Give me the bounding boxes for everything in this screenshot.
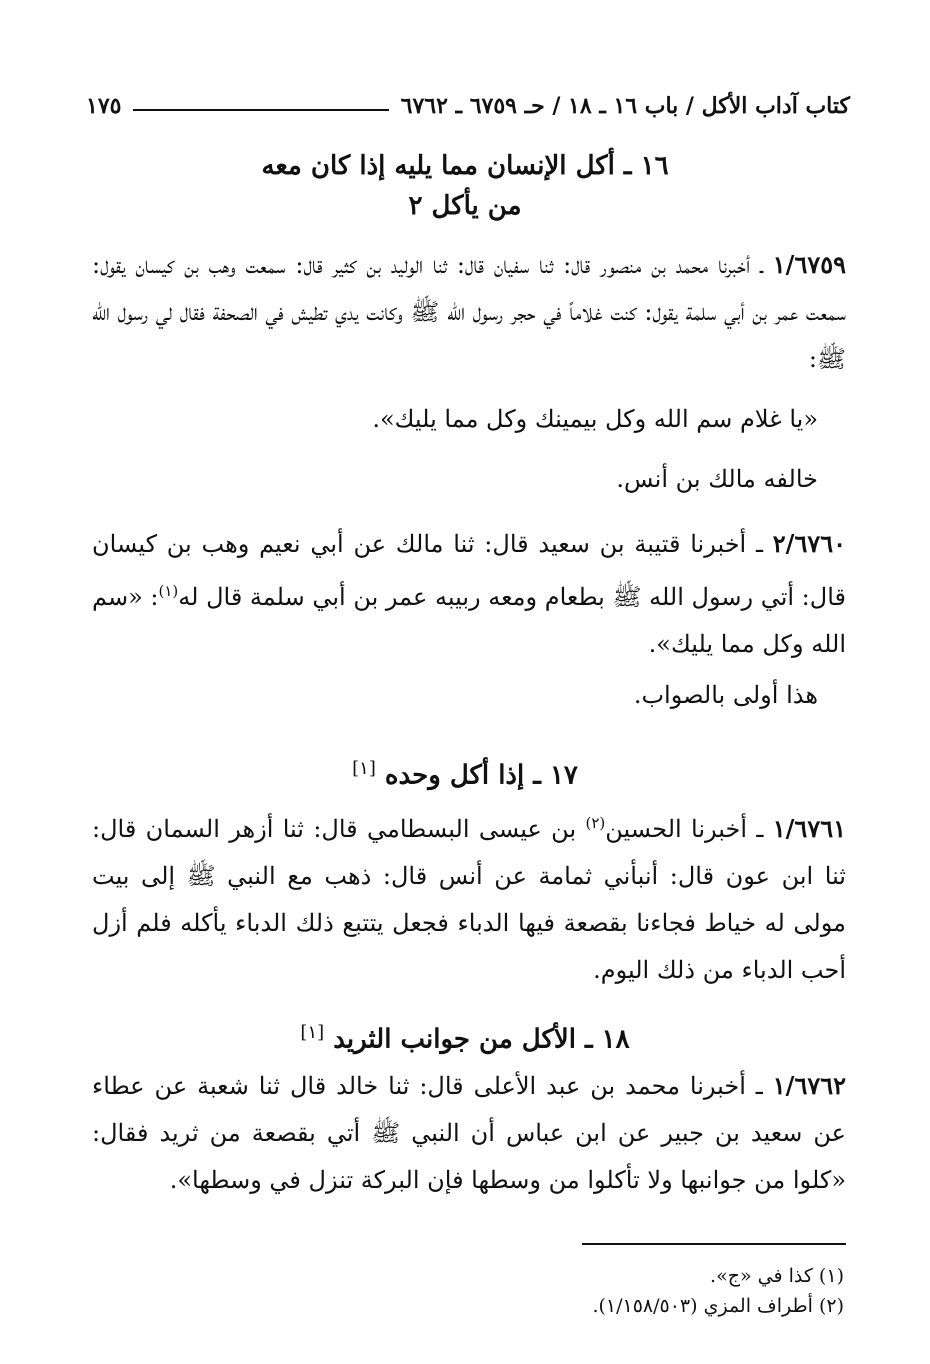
hadith-text-part2: : «سم الله وكل مما يليك».	[92, 583, 846, 658]
hadith-text-part1: ـ أخبرنا الحسين	[605, 815, 764, 843]
heading-reference: [١]	[300, 1022, 325, 1043]
section-heading-18	[90, 1013, 840, 1060]
hadith-note: هذا أولى بالصواب.	[633, 681, 818, 709]
heading-reference: [١]	[352, 758, 376, 779]
hadith-text-part1: ـ أخبرنا قتيبة بن سعيد قال: ثنا مالك عن أبي نعيم وهب بن كيسان قال: أتي رسول الله ﷺ بطعام ومعه ربيبه عمر بن أبي سلمة قال له	[92, 530, 846, 611]
footnote-rule	[582, 1243, 846, 1245]
hadith-number: ١/٦٧٥٩	[772, 250, 846, 279]
page-number: ١٧٥	[86, 93, 122, 119]
hadith-number: ١/٦٧٦١	[772, 814, 846, 843]
hadith-6759	[92, 241, 846, 383]
section-heading-text: ١٧ ـ إذا أكل وحده	[384, 760, 578, 791]
section-heading-17	[90, 749, 840, 796]
hadith-quote: «يا غلام سم الله وكل بيمينك وكل مما يليك».	[372, 405, 818, 433]
hadith-number: ١/٦٧٦٢	[772, 1071, 846, 1100]
section-heading-16	[90, 146, 840, 226]
hadith-text: ـ أخبرنا محمد بن عبد الأعلى قال: ثنا خالد قال ثنا شعبة عن عطاء عن سعيد بن جبير عن ابن عباس أن النبي ﷺ أتي بقصعة من ثريد فقال: «كلوا من جوانبها ولا تأكلوا من وسطها فإن البركة تنزل في وسطها».	[92, 1072, 846, 1194]
hadith-6760	[92, 520, 846, 668]
footnote-reference: (١)	[158, 582, 179, 600]
footnote-reference: (٢)	[585, 814, 606, 832]
running-head	[86, 86, 850, 126]
section-heading-16-line2: من يأكل ٢	[408, 191, 522, 221]
hadith-note: خالفه مالك بن أنس.	[616, 465, 818, 493]
running-head-title: كتاب آداب الأكل / باب ١٦ ـ ١٨ / حـ ٦٧٥٩ ـ ٦٧٦٢	[400, 93, 850, 119]
hadith-number: ٢/٦٧٦٠	[772, 529, 846, 558]
section-heading-16-line1: ١٦ ـ أكل الإنسان مما يليه إذا كان معه	[261, 151, 669, 181]
hadith-6761	[92, 800, 846, 994]
section-heading-text: ١٨ ـ الأكل من جوانب الثريد	[333, 1024, 630, 1055]
footnote-2: (٢) أطراف المزي (١/١٥٨/٥٠٣).	[592, 1295, 844, 1317]
hadith-text: ـ أخبرنا محمد بن منصور قال: ثنا سفيان قال: ثنا الوليد بن كثير قال: سمعت وهب بن كيسان يقول: سمعت عمر بن أبي سلمة يقول: كنت غلاماً في حجر رسول الله ﷺ وكانت يدي تطيش في الصحفة فقال لي رسول الله ﷺ:	[92, 251, 846, 373]
running-head-rule	[133, 109, 388, 111]
footnote-1: (١) كذا في «ج».	[710, 1265, 844, 1287]
hadith-text-part2: بن عيسى البسطامي قال: ثنا أزهر السمان قال: ثنا ابن عون قال: أنبأني ثمامة عن أنس قال: ذهب مع النبي ﷺ إلى بيت مولى له خياط فجاءنا بقصعة فيها الدباء فجعل يتتبع ذلك الدباء يأكله فلم أزل أحب الدباء من ذلك اليوم.	[92, 815, 846, 984]
hadith-6762	[92, 1062, 846, 1204]
